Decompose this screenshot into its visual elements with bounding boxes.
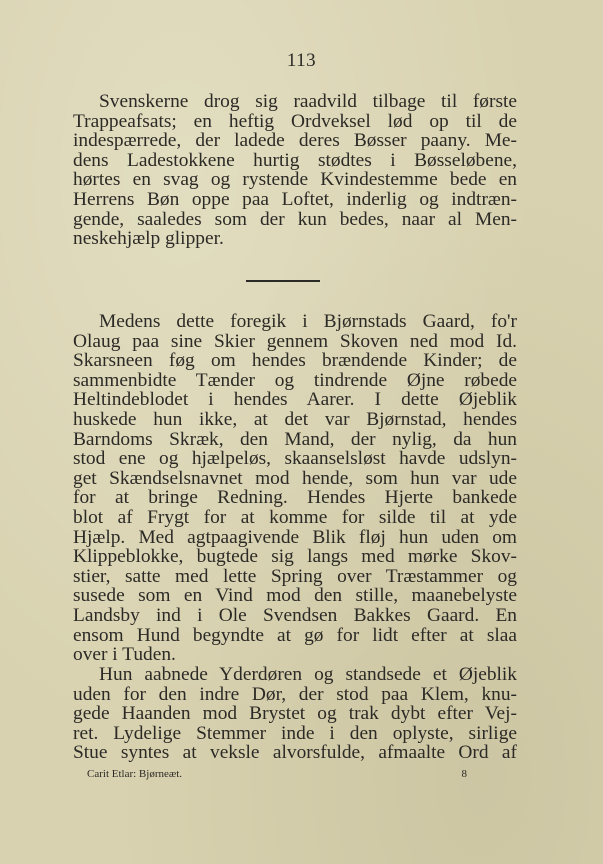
text-line: Landsby ind i Ole Svendsen Bakkes Gaard. En [73, 604, 517, 626]
page-number: 113 [286, 50, 317, 71]
paragraph-1 [73, 92, 517, 249]
text-line: Hun aabnede Yderdøren og standsede et Øjeblik [99, 664, 517, 685]
text-line: Hjælp. Med agtpaagivende Blik fløj hun uden om [73, 526, 517, 548]
text-line: huskede hun ikke, at det var Bjørnstad, hendes [73, 408, 517, 430]
text-line: Skarsneen føg om hendes brændende Kinder; de [73, 350, 517, 372]
text-line: over i Tuden. [73, 644, 176, 666]
text-line: for at bringe Redning. Hendes Hjerte bankede [73, 487, 517, 509]
text-line: Klippeblokke, bugtede sig langs med mørke Skov- [73, 546, 517, 568]
text-line: neskehjælp glipper. [73, 228, 224, 250]
text-line: dens Ladestokkene hurtig stødtes i Bøsseløbene, [73, 149, 517, 171]
text-line: Heltindeblodet i hendes Aarer. I dette Øjeblik [73, 389, 517, 411]
text-line: uden for den indre Dør, der stod paa Klem, knu- [73, 683, 517, 705]
text-line: Svenskerne drog sig raadvild tilbage til første [99, 91, 517, 112]
section-divider [246, 280, 320, 282]
text-line: susede som en Vind mod den stille, maanebelyste [73, 585, 517, 607]
text-line: ret. Lydelige Stemmer inde i den oplyste, sirlige [73, 722, 517, 744]
paragraph-3 [73, 665, 517, 763]
text-line: hørtes en svag og rystende Kvindestemme bede en [73, 169, 517, 191]
text-line: gede Haanden mod Brystet og trak dybt efter Vej- [73, 703, 517, 725]
text-line: indespærrede, der ladede deres Bøsser paany. Me- [73, 130, 517, 152]
text-line: Stue syntes at veksle alvorsfulde, afmaalte Ord af [73, 742, 517, 764]
text-line: gende, saaledes som der kun bedes, naar al Men- [73, 208, 517, 230]
text-line: Barndoms Skræk, den Mand, der nylig, da hun [73, 428, 517, 450]
text-line: Herrens Bøn oppe paa Loftet, inderlig og indtræn- [73, 188, 517, 210]
text-line: get Skændselsnavnet mod hende, som hun var ude [73, 467, 517, 489]
text-line: stod ene og hjælpeløs, skaanselsløst havde udslyn- [73, 448, 517, 470]
text-line: ensom Hund begyndte at gø for lidt efter at slaa [73, 624, 517, 646]
text-line: blot af Frygt for at komme for silde til at yde [73, 506, 517, 528]
running-footer-title: Carit Etlar: Bjørneæt. [87, 768, 183, 780]
text-line: Olaug paa sine Skier gennem Skoven ned mod Id. [73, 330, 517, 352]
text-line: Medens dette foregik i Bjørnstads Gaard, fo'r [99, 311, 517, 332]
text-line: Trappeafsats; en heftig Ordveksel lød op til de [73, 110, 517, 132]
text-line: stier, satte med lette Spring over Træstammer og [73, 565, 517, 587]
paragraph-2 [73, 312, 517, 665]
signature-mark: 8 [461, 768, 467, 780]
text-line: sammenbidte Tænder og tindrende Øjne røbede [73, 369, 517, 391]
